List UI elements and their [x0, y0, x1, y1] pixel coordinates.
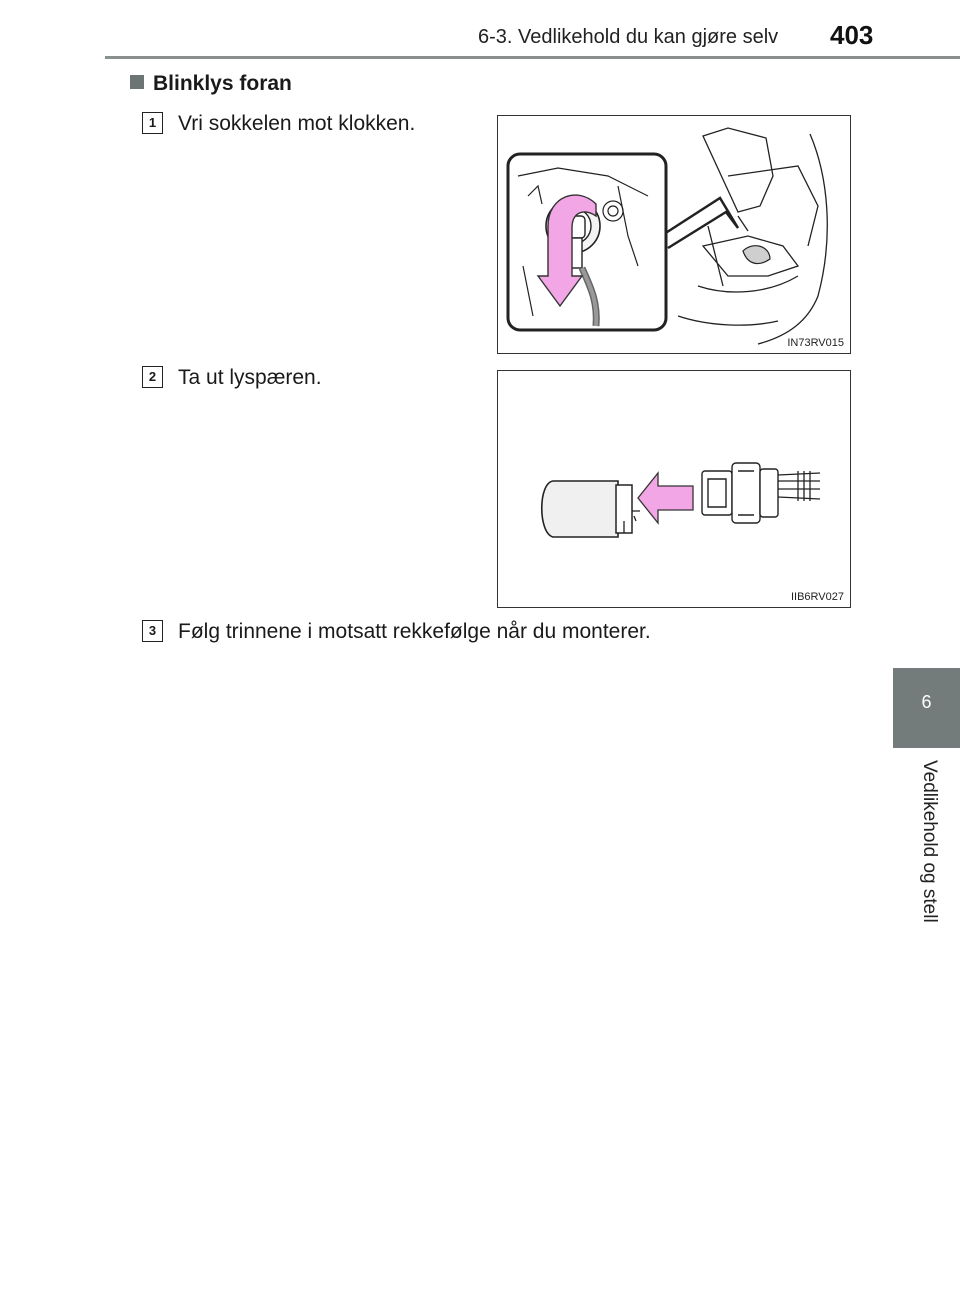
figure-bulb-removal: [497, 370, 851, 608]
figure-code-2: IIB6RV027: [790, 591, 844, 603]
step-number-3: 3: [142, 620, 163, 642]
page-number: 403: [830, 20, 874, 50]
figure-code-1: IN73RV015: [787, 337, 844, 349]
chapter-tab: [893, 668, 960, 748]
step-text-3: Følg trinnene i motsatt rekkefølge når du monterer.: [178, 620, 651, 643]
chapter-title: Vedlikehold og stell: [919, 760, 940, 923]
figure-socket-rotation: [497, 115, 851, 354]
header-rule: [105, 56, 960, 59]
socket-rotation-illustration: [498, 116, 850, 353]
remove-arrow-icon: [638, 473, 693, 523]
section-heading-text: Blinklys foran: [153, 72, 292, 95]
step-text-1: Vri sokkelen mot klokken.: [178, 112, 416, 135]
page-header: [0, 0, 960, 60]
step-number-2: 2: [142, 366, 163, 388]
chapter-number: 6: [921, 692, 932, 712]
section-title: 6-3. Vedlikehold du kan gjøre selv: [478, 26, 779, 48]
bulb-removal-illustration: [498, 371, 850, 607]
section-heading: [130, 72, 292, 96]
step-text-2: Ta ut lyspæren.: [178, 366, 322, 389]
square-bullet-icon: [130, 75, 144, 89]
step-number-1: 1: [142, 112, 163, 134]
